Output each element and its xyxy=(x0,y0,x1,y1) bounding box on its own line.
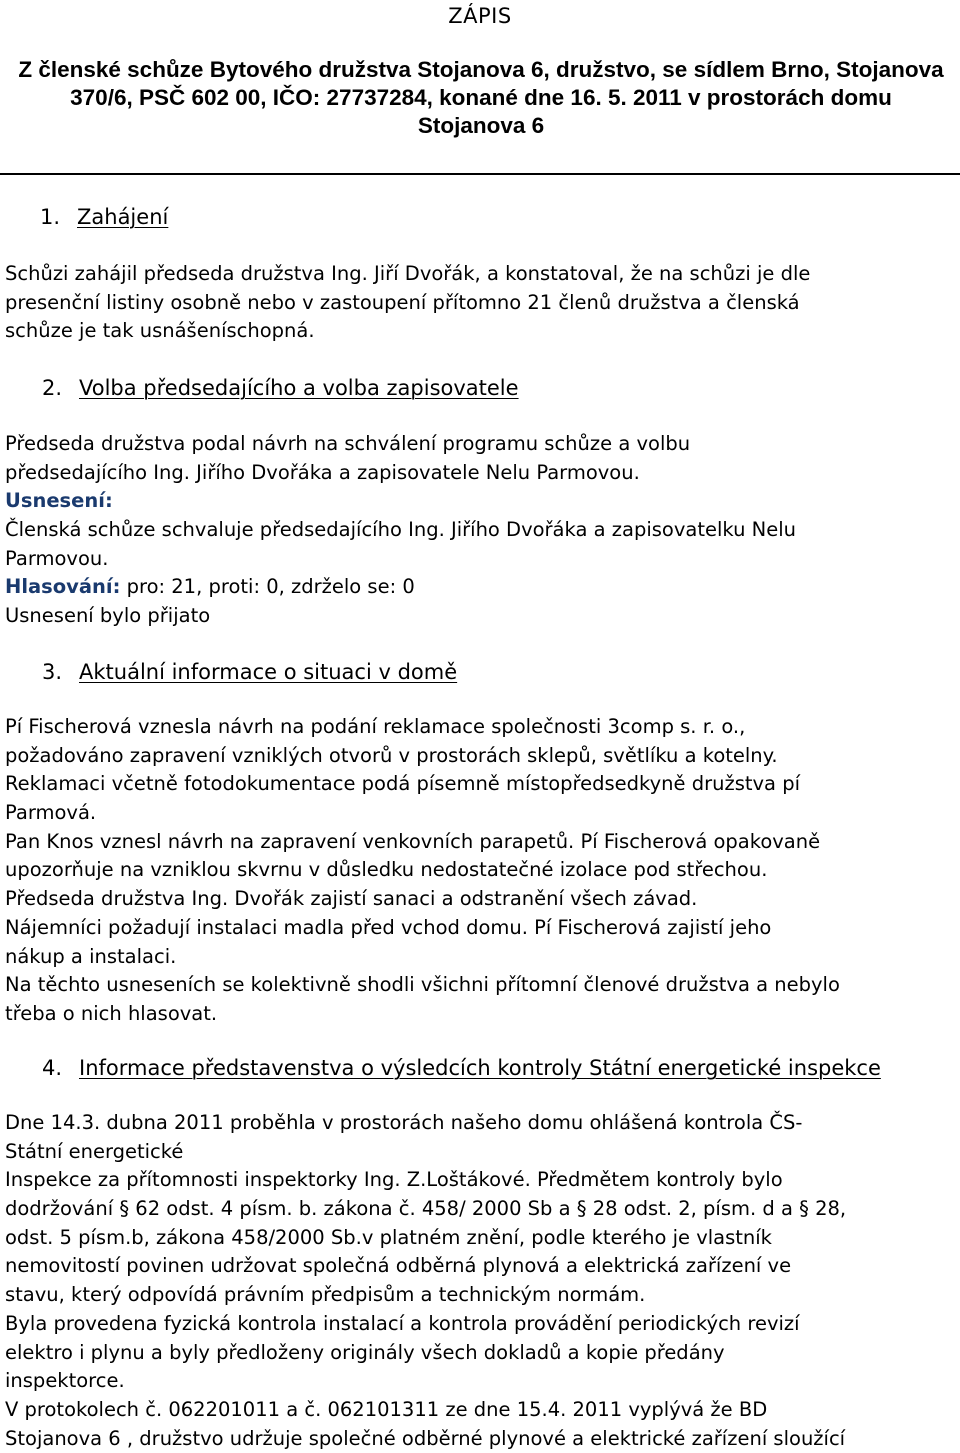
paragraph-line: schůze je tak usnášeníschopná. xyxy=(5,319,315,343)
paragraph-line: Dne 14.3. dubna 2011 proběhla v prostorách našeho domu ohlášená kontrola ČS- xyxy=(5,1111,803,1134)
section-number: 1. xyxy=(40,205,61,229)
section-title: Aktuální informace o situaci v domě xyxy=(79,660,458,684)
paragraph-line: inspektorce. xyxy=(5,1369,125,1393)
section-number: 3. xyxy=(42,660,63,684)
paragraph-line: předsedajícího Ing. Jiřího Dvořáka a zapisovatele Nelu Parmovou. xyxy=(5,460,640,484)
paragraph-line: Inspekce za přítomnosti inspektorky Ing. Z.Loštákové. Předmětem kontroly bylo xyxy=(5,1168,783,1192)
vote-line xyxy=(5,573,960,602)
resolution-line: Členská schůze schvaluje předsedajícího Ing. Jiřího Dvořáka a zapisovatelku Nelu xyxy=(5,518,796,542)
document-title-line: Z členské schůze Bytového družstva Stojanova 6, družstvo, se sídlem Brno, Stojanova xyxy=(18,57,944,82)
paragraph-line: odst. 5 písm.b, zákona 458/2000 Sb.v platném znění, podle kterého je vlastník xyxy=(5,1225,772,1249)
section-body-chair-election xyxy=(5,430,960,631)
paragraph-line: V protokolech č. 062201011 a č. 062101311 ze dne 15.4. 2011 vyplývá že BD xyxy=(5,1397,768,1421)
section-title: Zahájení xyxy=(77,205,169,229)
section-number: 2. xyxy=(42,376,63,400)
section-body-opening xyxy=(5,260,960,346)
section-body-energy-inspection xyxy=(5,1109,960,1453)
paragraph-line: Předseda družstva podal návrh na schválení programu schůze a volbu xyxy=(5,432,691,455)
paragraph-line: upozorňuje na vzniklou skvrnu v důsledku nedostatečné izolace pod střechou. xyxy=(5,858,768,882)
title-divider xyxy=(0,173,960,175)
paragraph-line: Nájemníci požadují instalaci madla před vchod domu. Pí Fischerová zajistí jeho xyxy=(5,915,772,939)
paragraph-line: Parmová. xyxy=(5,801,97,825)
resolution-line: Parmovou. xyxy=(5,546,109,570)
paragraph-line: Reklamaci včetně fotodokumentace podá písemně místopředsedkyně družstva pí xyxy=(5,772,800,796)
resolution-label: Usnesení: xyxy=(5,489,113,513)
section-number: 4. xyxy=(42,1056,63,1080)
paragraph-line: Stojanova 6 , družstvo udržuje společné odběrné plynové a elektrické zařízení sloužící xyxy=(5,1426,846,1450)
document-title-line: Stojanova 6 xyxy=(417,113,545,138)
document-type: ZÁPIS xyxy=(448,4,512,28)
section-title: Informace představenstva o výsledcích kontroly Státní energetické inspekce xyxy=(79,1056,881,1080)
document-title xyxy=(6,56,956,140)
paragraph-line: Předseda družstva Ing. Dvořák zajistí sanaci a odstranění všech závad. xyxy=(5,887,698,911)
paragraph-line: presenční listiny osobně nebo v zastoupení přítomno 21 členů družstva a členská xyxy=(5,290,800,314)
paragraph-line: požadováno zapravení vzniklých otvorů v prostorách sklepů, světlíku a kotelny. xyxy=(5,743,778,767)
paragraph-line: Státní energetické xyxy=(5,1139,184,1163)
resolution-outcome: Usnesení bylo přijato xyxy=(5,604,211,628)
section-title: Volba předsedajícího a volba zapisovatele xyxy=(79,376,519,400)
paragraph-line: dodržování § 62 odst. 4 písm. b. zákona č. 458/ 2000 Sb a § 28 odst. 2, písm. d a § 28, xyxy=(5,1197,847,1221)
paragraph-line: nemovitostí povinen udržovat společná odběrná plynová a elektrická zařízení ve xyxy=(5,1254,792,1278)
document-title-line: 370/6, PSČ 602 00, IČO: 27737284, konané dne 16. 5. 2011 v prostorách domu xyxy=(70,85,892,110)
paragraph-line: třeba o nich hlasovat. xyxy=(5,1001,218,1025)
paragraph-line: Byla provedena fyzická kontrola instalací a kontrola provádění periodických revizí xyxy=(5,1311,800,1335)
paragraph-line: Pí Fischerová vznesla návrh na podání reklamace společnosti 3comp s. r. o., xyxy=(5,715,746,738)
paragraph-line: Pan Knos vznesl návrh na zapravení venkovních parapetů. Pí Fischerová opakovaně xyxy=(5,829,821,853)
paragraph-line: elektro i plynu a byly předloženy originály všech dokladů a kopie předány xyxy=(5,1340,725,1364)
paragraph-line: stavu, který odpovídá právním předpisům a technickým normám. xyxy=(5,1283,646,1307)
vote-label: Hlasování: xyxy=(5,575,121,599)
paragraph-line: Na těchto usneseních se kolektivně shodli všichni přítomní členové družstva a nebylo xyxy=(5,973,840,997)
section-body-house-status xyxy=(5,713,960,1029)
paragraph-line: nákup a instalaci. xyxy=(5,944,177,968)
paragraph-line: Schůzi zahájil předseda družstva Ing. Jiří Dvořák, a konstatoval, že na schůzi je dle xyxy=(5,262,811,285)
vote-result-text: pro: 21, proti: 0, zdrželo se: 0 xyxy=(120,575,415,599)
